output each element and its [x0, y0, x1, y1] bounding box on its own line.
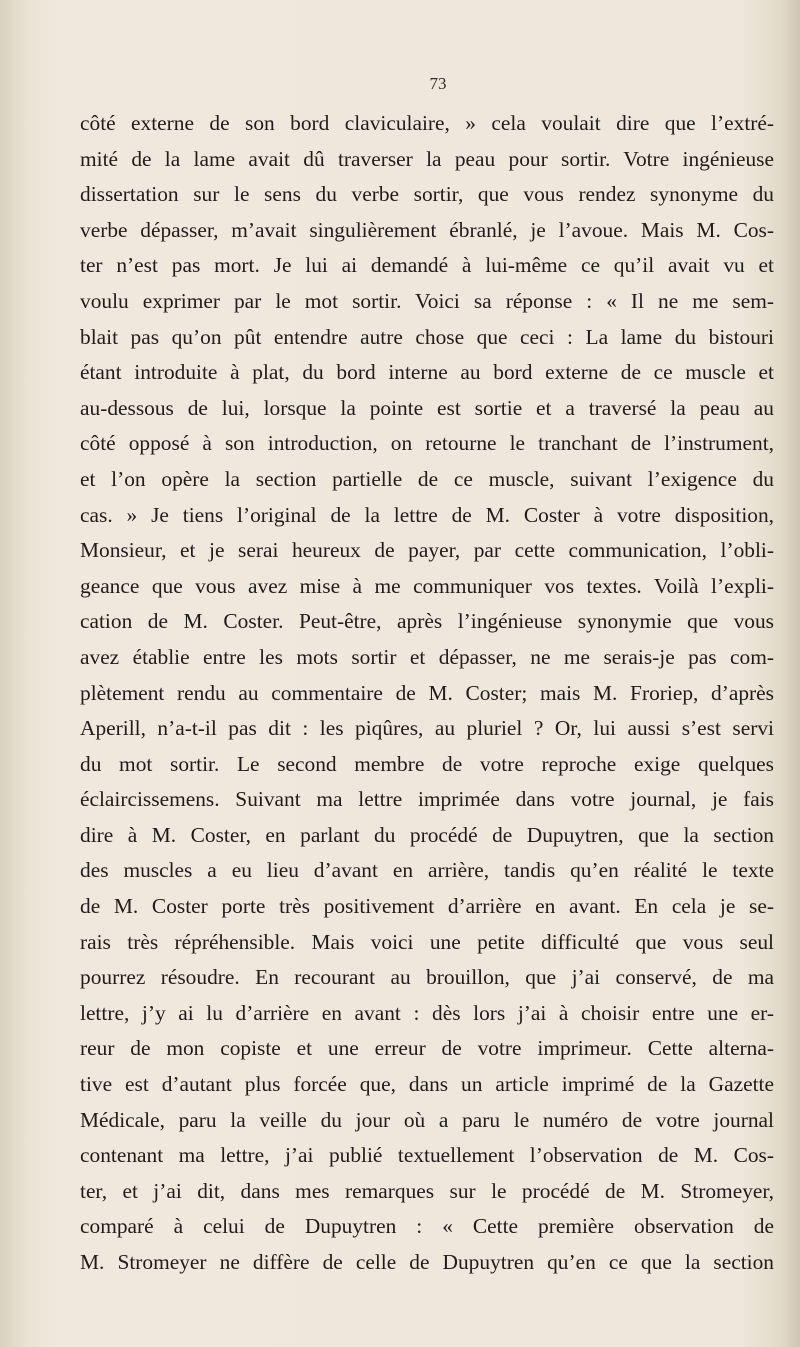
- text-line: verbe dépasser, m’avait singulièrement ébranlé, je l’avoue. Mais M. Cos-: [80, 217, 774, 242]
- text-line: Monsieur, et je serai heureux de payer, par cette communication, l’obli-: [80, 538, 774, 563]
- text-line: des muscles a eu lieu d’avant en arrière, tandis qu’en réalité le texte: [80, 858, 774, 883]
- text-line: dissertation sur le sens du verbe sortir, que vous rendez synonyme du: [80, 182, 774, 207]
- text-line: Médicale, paru la veille du jour où a paru le numéro de votre journal: [80, 1107, 774, 1132]
- text-line: lettre, j’y ai lu d’arrière en avant : dès lors j’ai à choisir entre une er-: [80, 1000, 774, 1025]
- text-line: du mot sortir. Le second membre de votre reproche exige quelques: [80, 751, 774, 776]
- text-line: comparé à celui de Dupuytren : « Cette première observation de: [80, 1214, 774, 1239]
- text-line: pourrez résoudre. En recourant au brouillon, que j’ai conservé, de ma: [80, 965, 774, 990]
- text-line: reur de mon copiste et une erreur de votre imprimeur. Cette alterna-: [80, 1036, 774, 1061]
- text-line: côté opposé à son introduction, on retourne le tranchant de l’instrument,: [80, 431, 774, 456]
- text-line: voulu exprimer par le mot sortir. Voici sa réponse : « Il ne me sem-: [80, 288, 774, 313]
- text-line: dire à M. Coster, en parlant du procédé de Dupuytren, que la section: [80, 822, 774, 847]
- text-line: et l’on opère la section partielle de ce muscle, suivant l’exigence du: [80, 466, 774, 491]
- text-line: rais très répréhensible. Mais voici une petite difficulté que vous seul: [80, 929, 774, 954]
- text-line: contenant ma lettre, j’ai publié textuellement l’observation de M. Cos-: [80, 1143, 774, 1168]
- text-line: plètement rendu au commentaire de M. Coster; mais M. Froriep, d’après: [80, 680, 774, 705]
- text-line: de M. Coster porte très positivement d’arrière en avant. En cela je se-: [80, 894, 774, 919]
- text-line: ter n’est pas mort. Je lui ai demandé à lui-même ce qu’il avait vu et: [80, 253, 774, 278]
- body-text: [80, 106, 774, 1281]
- text-line: cas. » Je tiens l’original de la lettre de M. Coster à votre disposition,: [80, 502, 774, 527]
- text-line: tive est d’autant plus forcée que, dans un article imprimé de la Gazette: [80, 1072, 774, 1097]
- text-line: côté externe de son bord claviculaire, » cela voulait dire que l’extré-: [80, 111, 774, 135]
- page-number: 73: [429, 74, 447, 93]
- text-line: M. Stromeyer ne diffère de celle de Dupuytren qu’en ce que la section: [80, 1250, 774, 1274]
- text-line: cation de M. Coster. Peut-être, après l’ingénieuse synonymie que vous: [80, 609, 774, 634]
- text-line: mité de la lame avait dû traverser la peau pour sortir. Votre ingénieuse: [80, 146, 774, 171]
- text-line: éclaircissemens. Suivant ma lettre imprimée dans votre journal, je fais: [80, 787, 774, 812]
- text-line: blait pas qu’on pût entendre autre chose que ceci : La lame du bistouri: [80, 324, 774, 349]
- text-line: Aperill, n’a-t-il pas dit : les piqûres, au pluriel ? Or, lui aussi s’est servi: [80, 716, 774, 741]
- text-line: avez établie entre les mots sortir et dépasser, ne me serais-je pas com-: [80, 644, 774, 669]
- text-line: au-dessous de lui, lorsque la pointe est sortie et a traversé la peau au: [80, 395, 774, 420]
- text-line: ter, et j’ai dit, dans mes remarques sur le procédé de M. Stromeyer,: [80, 1178, 774, 1203]
- text-line: étant introduite à plat, du bord interne au bord externe de ce muscle et: [80, 360, 774, 385]
- text-line: geance que vous avez mise à me communiquer vos textes. Voilà l’expli-: [80, 573, 774, 598]
